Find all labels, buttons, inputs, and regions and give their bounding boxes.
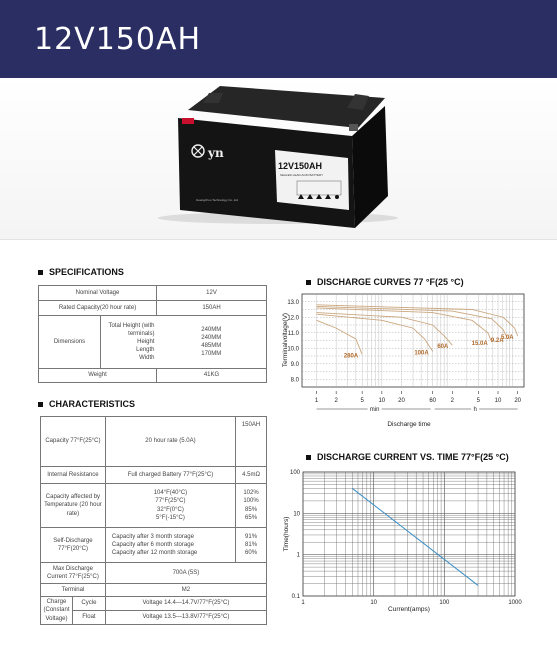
- battery-illustration: [0, 78, 557, 240]
- dim-label-total-height: Total Height (with terminals): [108, 322, 155, 337]
- dim-label-length: Length: [136, 347, 155, 354]
- temp-condition-104f: 104°F(40°C): [153, 490, 188, 497]
- dim-value-height: 240MM: [201, 334, 222, 341]
- x-tick-label: 1000: [508, 600, 522, 606]
- discharge-curves-title: DISCHARGE CURVES 77 °F(25 °C): [317, 277, 464, 287]
- y-tick-label: 12.0: [287, 315, 299, 322]
- self-discharge-condition-3m: Capacity after 3 month storage: [111, 533, 194, 540]
- charge-mode-cycle: Cycle: [72, 597, 105, 611]
- curve-label: 60A: [437, 344, 449, 351]
- characteristics-heading: [38, 399, 135, 409]
- char-label-capacity: Capacity 77°F(25°C): [41, 417, 106, 467]
- spec-value-weight: 41KG: [157, 369, 267, 383]
- x-tick-label: 1: [301, 600, 305, 606]
- curve-label: 5.0A: [500, 334, 514, 341]
- specifications-heading: [38, 267, 124, 277]
- y-tick-label: 13.0: [287, 299, 299, 306]
- char-value-terminal: M2: [105, 584, 266, 597]
- self-discharge-value-3m: 91%: [245, 533, 258, 540]
- y-tick-label: 10: [293, 511, 300, 518]
- self-discharge-condition-6m: Capacity after 6 month storage: [111, 541, 194, 548]
- positive-terminal-icon: [182, 118, 194, 124]
- self-discharge-value-6m: 81%: [245, 541, 258, 548]
- battery-maker-line: Guangzhou Technology Co.,Ltd: [196, 198, 238, 202]
- charge-value-cycle: Voltage 14.4—14.7V/77°F(25°C): [105, 597, 266, 611]
- y-tick-label: 9.0: [290, 361, 299, 368]
- char-label-max-discharge: Max Discharge Current 77°F(25°C): [41, 563, 106, 584]
- current-vs-time-xlabel: Current(amps): [388, 606, 430, 613]
- temp-condition-5f: 5°F(-15°C): [156, 514, 185, 521]
- dim-value-width: 170MM: [201, 351, 222, 358]
- spec-label-nominal-voltage: Nominal Voltage: [39, 286, 157, 301]
- current-time-line: [352, 488, 478, 585]
- battery-label-model: 12V150AH: [278, 161, 323, 171]
- battery-label: [275, 150, 349, 210]
- y-tick-label: 0.1: [291, 594, 300, 600]
- bullet-square-icon: [38, 270, 43, 275]
- curve-label: 9.2A: [490, 337, 504, 344]
- spec-label-weight: Weight: [39, 369, 157, 383]
- char-label-terminal: Terminal: [41, 584, 106, 597]
- current-vs-time-heading: [306, 452, 509, 462]
- x-tick-label: 20: [398, 398, 405, 404]
- x-tick-label: 10: [378, 398, 386, 404]
- x-tick-label: 5: [360, 398, 364, 404]
- dim-label-height: Height: [137, 338, 155, 345]
- page-title: 12V150AH: [34, 22, 202, 57]
- char-value-max-discharge: 700A (5S): [105, 563, 266, 584]
- current-vs-time-ylabel: Time(hours): [283, 516, 290, 552]
- char-label-charge: Charge (Constant Voltage): [41, 597, 73, 625]
- char-label-capacity-temperature: Capacity affected by Temperature (20 hour rate): [41, 484, 106, 528]
- temp-condition-77f: 77°F(25°C): [155, 498, 186, 505]
- product-photo-area: [0, 78, 557, 240]
- char-label-self-discharge: Self-Discharge 77°F(20°C): [41, 528, 106, 563]
- dim-value-length: 485MM: [201, 343, 222, 349]
- y-tick-label: 8.0: [290, 377, 299, 384]
- header-banner: [0, 0, 557, 78]
- dim-value-total-height: 240MM: [201, 326, 222, 333]
- charge-value-float: Voltage 13.5—13.8V/77°F(25°C): [105, 611, 266, 625]
- current-vs-time-chart: [283, 466, 523, 614]
- battery-label-subtitle: SEALED LEAD-ACID BATTERY: [280, 173, 324, 177]
- dim-label-width: Width: [139, 355, 155, 362]
- temp-condition-32f: 32°F(0°C): [157, 506, 184, 513]
- x-tick-label: 5: [476, 398, 481, 404]
- spec-label-rated-capacity: Rated Capacity(20 hour rate): [39, 301, 157, 316]
- x-tick-label: 20: [514, 398, 522, 404]
- y-tick-label: 100: [289, 470, 300, 476]
- characteristics-table: [40, 416, 267, 625]
- y-tick-label: 10.0: [287, 346, 299, 353]
- unit-label-min: min: [369, 407, 380, 413]
- x-tick-label: 10: [494, 398, 502, 404]
- discharge-curves-xlabel: Discharge time: [387, 421, 431, 428]
- curve-label: 280A: [343, 353, 359, 360]
- discharge-curve: [316, 320, 362, 354]
- x-tick-label: 2: [334, 398, 338, 404]
- spec-value-nominal-voltage: 12V: [157, 286, 267, 301]
- discharge-curves-chart: [278, 292, 530, 432]
- x-tick-label: 60: [429, 398, 437, 404]
- bullet-square-icon: [306, 280, 311, 285]
- specifications-heading-text: SPECIFICATIONS: [49, 267, 124, 277]
- bullet-square-icon: [306, 455, 311, 460]
- self-discharge-condition-12m: Capacity after 12 month storage: [111, 550, 198, 557]
- char-condition-internal-resistance: Full charged Battery 77°F(25°C): [105, 467, 235, 484]
- y-tick-label: 11.0: [287, 330, 299, 337]
- curve-label: 15.0A: [471, 341, 488, 348]
- x-tick-label: 100: [439, 600, 450, 606]
- char-label-internal-resistance: Internal Resistance: [41, 467, 106, 484]
- x-tick-label: 10: [370, 600, 378, 606]
- charge-mode-float: Float: [72, 611, 105, 625]
- characteristics-heading-text: CHARACTERISTICS: [49, 399, 136, 409]
- discharge-curves-heading: [306, 277, 464, 287]
- temp-value-32f: 85%: [245, 506, 258, 513]
- specifications-table: [38, 285, 267, 383]
- discharge-curves-ylabel: Terminalvoltage(V): [282, 312, 289, 368]
- curve-label: 100A: [414, 350, 429, 357]
- x-tick-label: 1: [314, 398, 319, 404]
- current-vs-time-title: DISCHARGE CURRENT VS. TIME 77°F(25 °C): [317, 452, 509, 462]
- char-value-internal-resistance: 4.5mΩ: [236, 467, 267, 484]
- y-tick-label: 1: [296, 552, 300, 559]
- spec-value-rated-capacity: 150AH: [157, 301, 267, 316]
- bullet-square-icon: [38, 402, 43, 407]
- temp-value-77f: 100%: [243, 498, 259, 505]
- x-tick-label: 2: [450, 398, 455, 404]
- spec-label-dimensions: Dimensions: [39, 316, 101, 369]
- brand-logo-text: yn: [208, 146, 224, 160]
- char-condition-capacity: 20 hour rate (5.0A): [105, 417, 235, 467]
- self-discharge-value-12m: 60%: [245, 550, 258, 557]
- temp-value-104f: 102%: [243, 490, 259, 497]
- unit-label-h: h: [473, 407, 477, 413]
- char-value-capacity: 150AH: [236, 417, 267, 467]
- temp-value-5f: 65%: [245, 514, 258, 521]
